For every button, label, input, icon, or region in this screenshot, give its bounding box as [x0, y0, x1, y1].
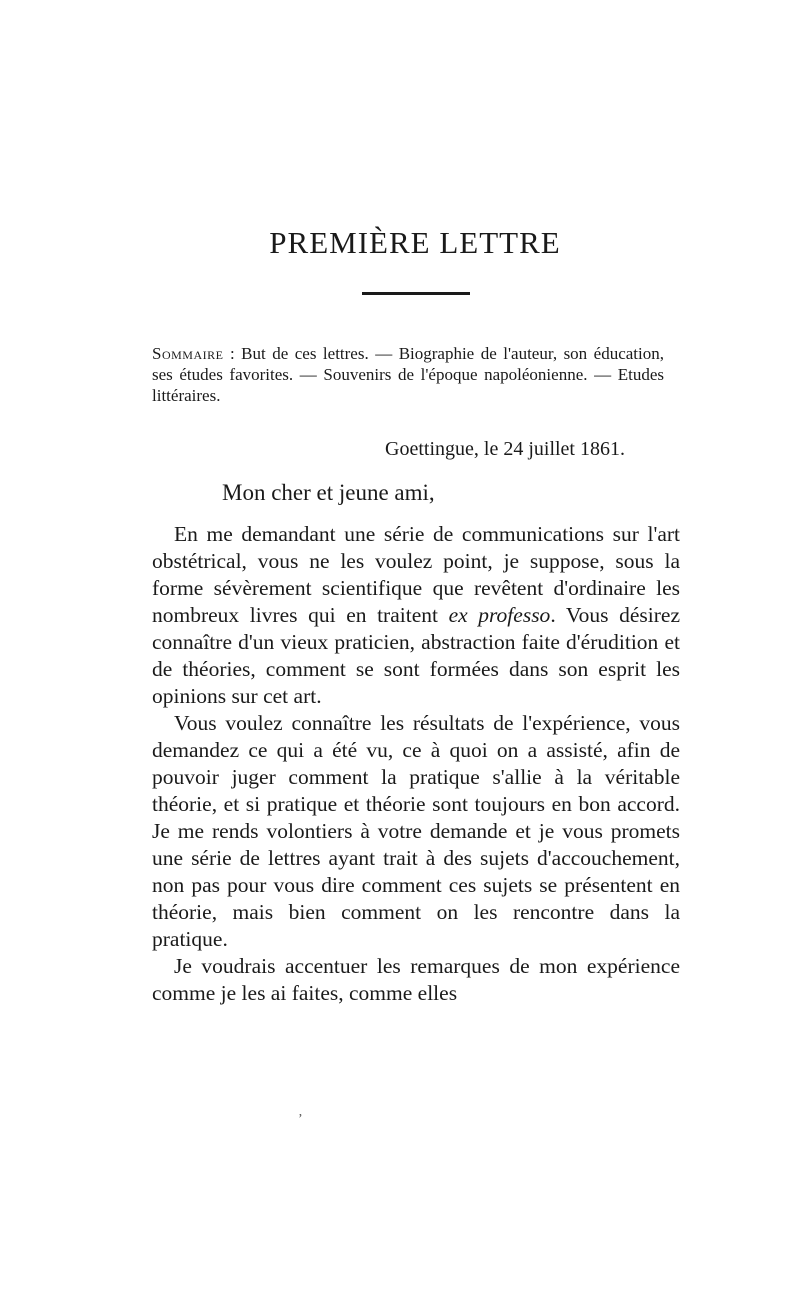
- paragraph-1-end: . Vous désirez connaître d'un vieux praticien, abstraction faite d'érudition et de théories, comment se sont formées dans son esprit les opinions sur cet art.: [152, 603, 680, 708]
- letter-body: [152, 521, 680, 1007]
- paragraph-1: [152, 521, 680, 710]
- paragraph-1-emphasis: ex professo: [448, 603, 551, 627]
- summary: [152, 343, 664, 406]
- title-rule: [362, 292, 470, 295]
- summary-label: Sommaire: [152, 344, 224, 363]
- paragraph-2: Vous voulez connaître les résultats de l'expérience, vous demandez ce qui a été vu, ce à quoi on a assisté, afin de pouvoir juger comment la pratique s'allie à la véritable théorie, et si pratique et théorie sont toujours en bon accord. Je me rends volontiers à votre demande et je vous promets une série de lettres ayant trait à des sujets d'accouchement, non pas pour vous dire comment ces sujets se présentent en théorie, mais bien comment on les rencontre dans la pratique.: [152, 711, 680, 951]
- letter-title: PREMIÈRE LETTRE: [269, 225, 561, 260]
- stray-ink-mark: ʼ: [298, 1112, 303, 1127]
- salutation: Mon cher et jeune ami,: [222, 480, 435, 505]
- paragraph-3: Je voudrais accentuer les remarques de mon expérience comme je les ai faites, comme elles: [152, 954, 680, 1005]
- summary-text: : But de ces lettres. — Biographie de l'auteur, son éducation, ses études favorites. — Souvenirs de l'époque napoléonienne. — Etudes littéraires.: [152, 344, 664, 405]
- paragraph-1-start: En me demandant une série de communications sur l'art obstétrical, vous ne les voulez point, je suppose, sous la forme sévèrement scientifique que revêtent d'ordinaire les nombreux livres qui en traitent: [152, 522, 680, 627]
- dateline: Goettingue, le 24 juillet 1861.: [385, 438, 625, 460]
